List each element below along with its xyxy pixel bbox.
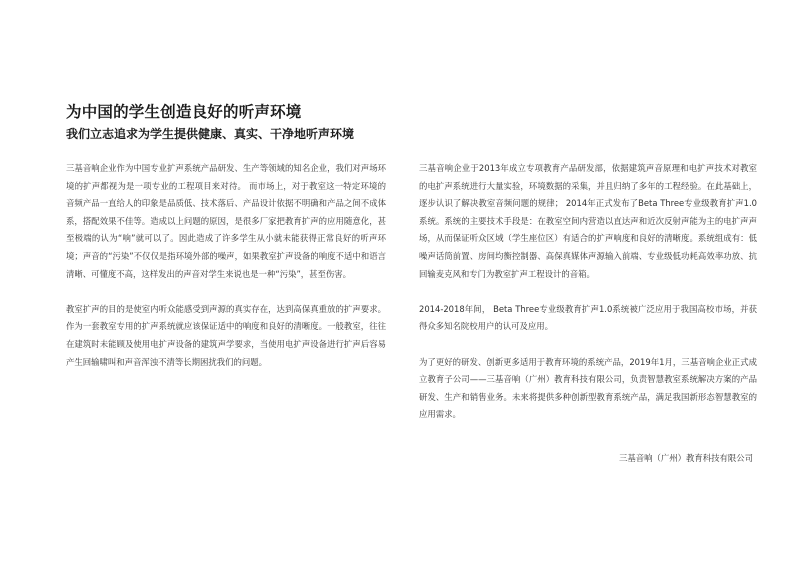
right-column xyxy=(419,160,757,442)
paragraph-subsidiary: 为了更好的研发、创新更多适用于教育环境的系统产品，2019年1月，三基音响企业正式成立教育子公司——三基音响（广州）教育科技有限公司，负责智慧教室系统解决方案的产品研发、生产和销售业务。未来将提供多种创新型教育系统产品，满足我国新形态智慧教室的应用需求。 xyxy=(419,356,757,420)
paragraph-classroom-purpose: 教室扩声的目的是使室内听众能感受到声源的真实存在，达到高保真重放的扩声要求。作为一套教室专用的扩声系统就应该保证适中的响度和良好的清晰度。一般教室，往往在建筑时未能顾及使用电扩声设备的建筑声学要求，当使用电扩声设备进行扩声后容易产生回输啸叫和声音浑浊不清等长期困扰我们的问题。 xyxy=(66,303,386,367)
left-column xyxy=(66,160,386,389)
page-subtitle: 我们立志追求为学生提供健康、真实、干净地听声环境 xyxy=(66,127,355,141)
paragraph-adoption: 2014-2018年间， Beta Three专业级教育扩声1.0系统被广泛应用于我国高校市场，并获得众多知名院校用户的认可及应用。 xyxy=(419,303,757,332)
paragraph-company-history: 三基音响企业于2013年成立专项教育产品研发部，依据建筑声音原理和电扩声技术对教室的电扩声系统进行大量实验，环境数据的采集，并且归纳了多年的工程经验。在此基础上，逐步认识了解决教室音频问题的规律； 2014年正式发布了Beta Three专业级教育扩声1.0系统。系统的主要技术手段是：在教室空间内营造以直达声和近次反射声能为主的电扩声声场，从而保证听众区域（学生座位区）有适合的扩声响度和良好的清晰度。系统组成有：低噪声话筒前置、房间均衡控制器、高保真媒体声源输入前端、专业级低功耗高效率功放、抗回输麦克风和专门为教室扩声工程设计的音箱。 xyxy=(419,163,757,279)
page-title: 为中国的学生创造良好的听声环境 xyxy=(66,103,302,121)
paragraph-industry-problem: 三基音响企业作为中国专业扩声系统产品研发、生产等领域的知名企业，我们对声场环境的扩声都视为是一项专业的工程项目来对待。 而市场上，对于教室这一特定环境的音频产品一直给人的印象是品质低、技术落后、产品设计依据不明确和产品之间不成体系，搭配效果不佳等。造成以上问题的原因，是很多厂家把教育扩声的应用随意化，甚至极端的认为“响”就可以了。因此造成了许多学生从小就未能获得正常良好的听声环境；声音的“污染”不仅仅是指环境外部的噪声，如果教室扩声设备的响度不适中和语言清晰、可懂度不高，这样发出的声音对学生来说也是一种“污染”，甚至伤害。 xyxy=(66,163,386,279)
company-signature: 三基音响（广州）教育科技有限公司 xyxy=(619,453,753,463)
